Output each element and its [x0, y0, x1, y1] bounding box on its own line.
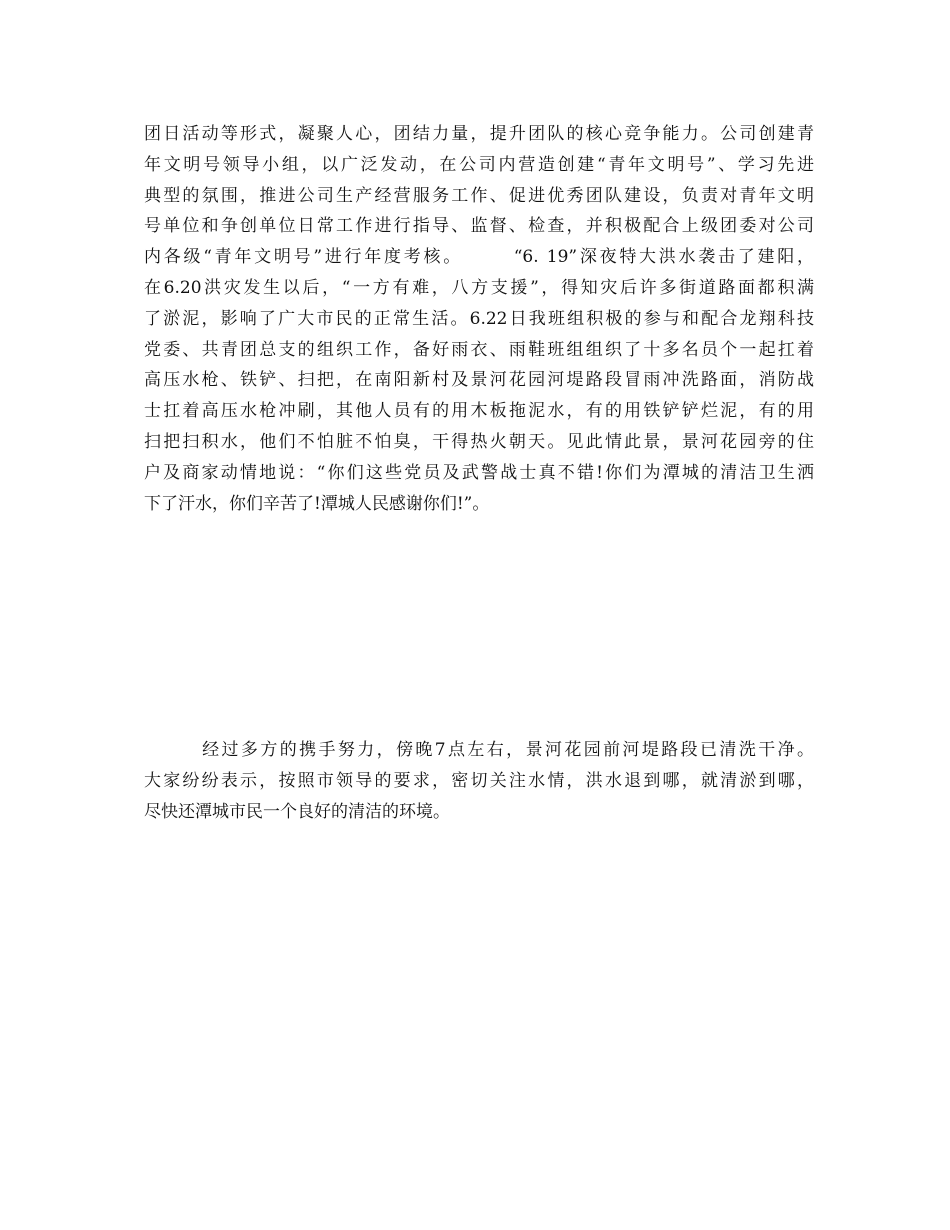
text-line: 经过多方的携手努力，傍晚7点左右，景河花园前河堤路段已清洗干净。 — [144, 740, 814, 760]
text-line: 在6.20洪灾发生以后，“一方有难，八方支援”，得知灾后许多街道路面都积满 — [144, 277, 814, 298]
text-line: 户及商家动情地说：“你们这些党员及武警战士真不错!你们为潭城的清洁卫生洒 — [144, 462, 814, 483]
text-line: 内各级“青年文明号”进行年度考核。 “6. 19”深夜特大洪水袭击了建阳， — [144, 247, 814, 268]
text-line: 党委、共青团总支的组织工作，备好雨衣、雨鞋班组组织了十多名员个一起扛着 — [144, 339, 814, 360]
paragraph-1 — [144, 119, 814, 519]
text-line: 下了汗水，你们辛苦了!潭城人民感谢你们!”。 — [144, 493, 490, 514]
text-line: 号单位和争创单位日常工作进行指导、监督、检查，并积极配合上级团委对公司 — [144, 216, 814, 237]
text-line: 典型的氛围，推进公司生产经营服务工作、促进优秀团队建设，负责对青年文明 — [144, 185, 814, 206]
text-line: 士扛着高压水枪冲刷，其他人员有的用木板拖泥水，有的用铁铲铲烂泥，有的用 — [144, 401, 814, 422]
text-line: 大家纷纷表示，按照市领导的要求，密切关注水情，洪水退到哪，就清淤到哪， — [144, 770, 814, 791]
text-line: 尽快还潭城市民一个良好的清洁的环境。 — [144, 801, 450, 822]
text-line: 年文明号领导小组，以广泛发动，在公司内营造创建“青年文明号”、学习先进 — [144, 154, 814, 175]
text-line: 团日活动等形式，凝聚人心，团结力量，提升团队的核心竞争能力。公司创建青 — [144, 124, 814, 144]
text-line: 扫把扫积水，他们不怕脏不怕臭，干得热火朝天。见此情此景，景河花园旁的住 — [144, 431, 814, 452]
paragraph-2 — [144, 735, 814, 827]
text-line: 高压水枪、铁铲、扫把，在南阳新村及景河花园河堤路段冒雨冲洗路面，消防战 — [144, 370, 814, 391]
text-line: 了淤泥，影响了广大市民的正常生活。6.22日我班组积极的参与和配合龙翔科技 — [144, 308, 814, 329]
